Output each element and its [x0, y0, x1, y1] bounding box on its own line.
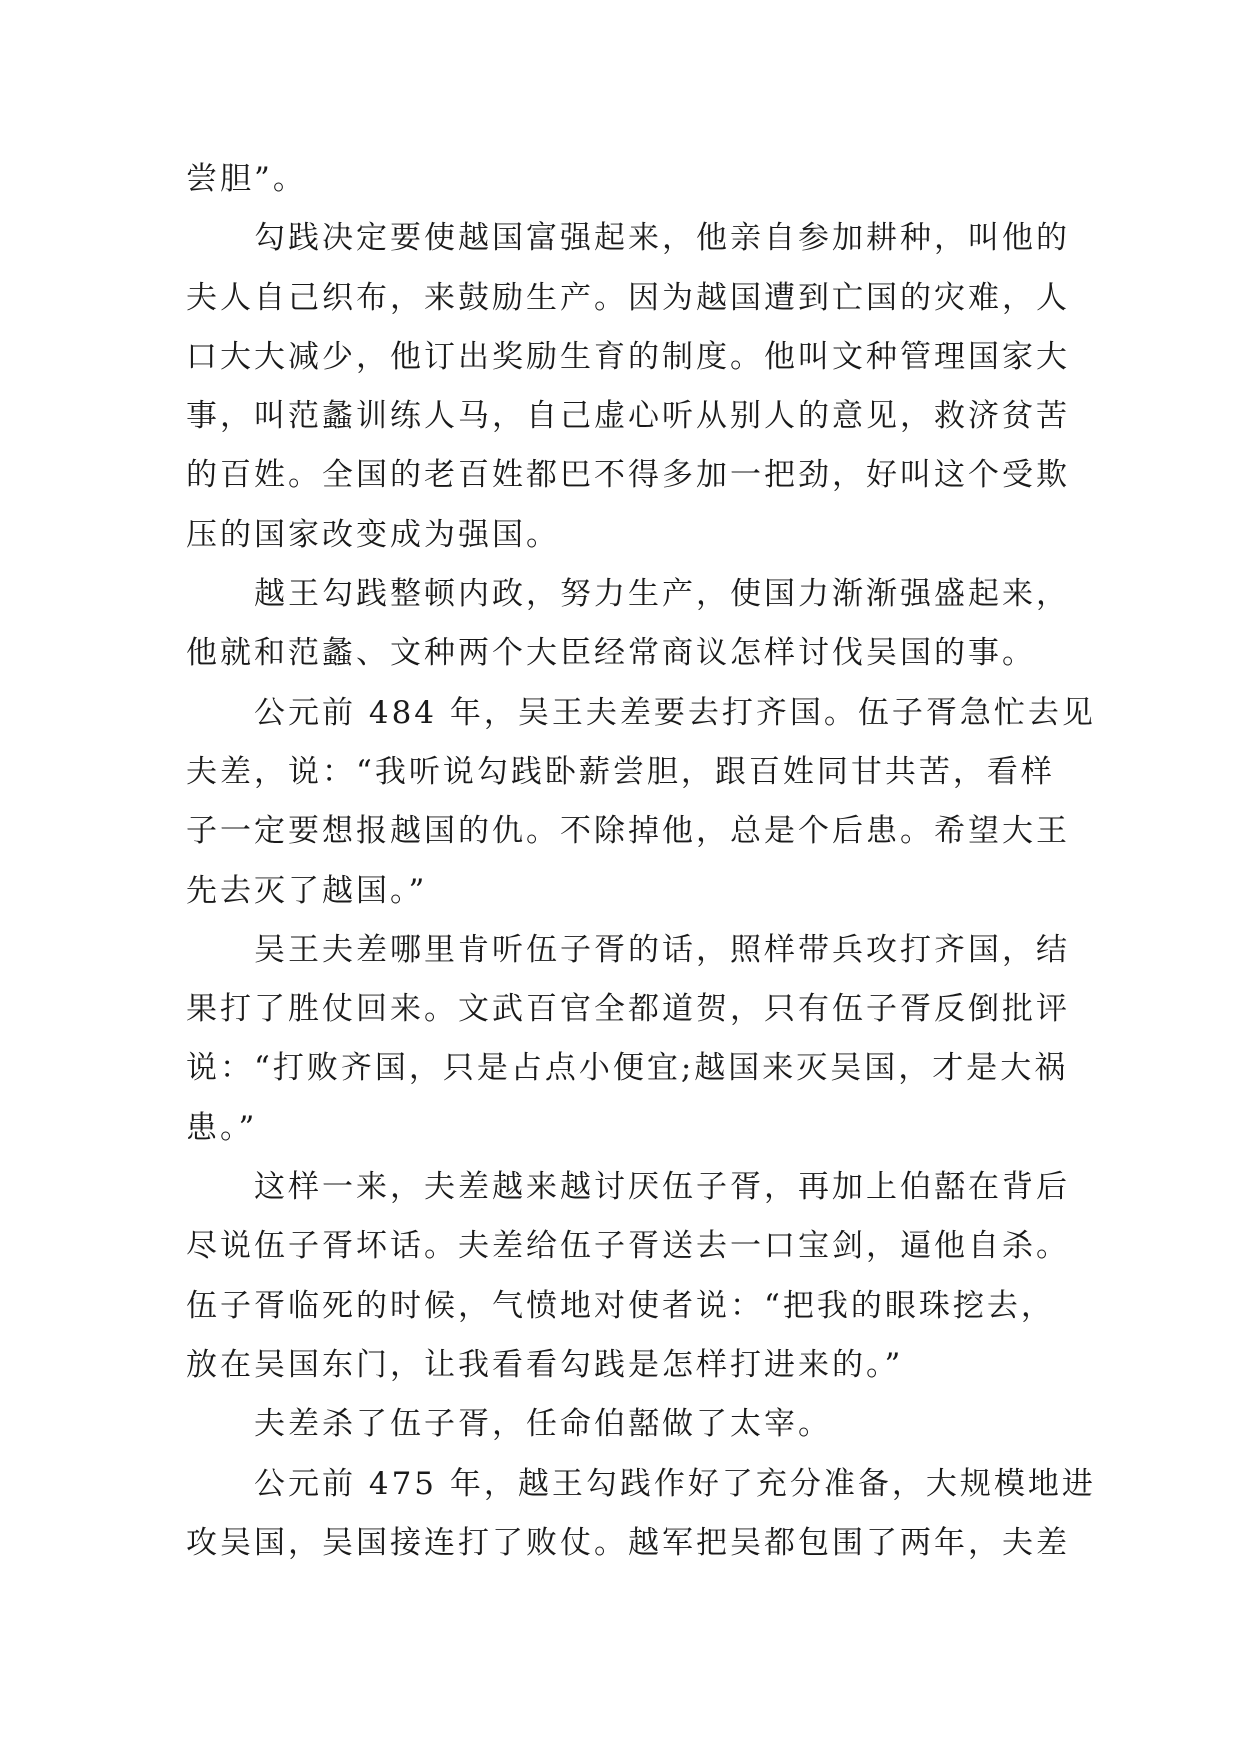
text-line: 压的国家改变成为强国。: [186, 516, 560, 553]
text-line: 公元前 475 年，越王勾践作好了充分准备，大规模地进: [254, 1465, 1096, 1502]
text-line: 夫差，说：“我听说勾践卧薪尝胆，跟百姓同甘共苦，看样: [186, 753, 1055, 790]
text-line: 这样一来，夫差越来越讨厌伍子胥，再加上伯嚭在背后: [254, 1169, 1070, 1206]
text-line: 夫差杀了伍子胥，任命伯嚭做了太宰。: [254, 1406, 832, 1443]
text-line: 夫人自己织布，来鼓励生产。因为越国遭到亡国的灾难，人: [186, 279, 1070, 316]
body-text: [186, 150, 1096, 1573]
text-line: 事，叫范蠡训练人马，自己虚心听从别人的意见，救济贫苦: [186, 398, 1070, 435]
text-line: 尽说伍子胥坏话。夫差给伍子胥送去一口宝剑，逼他自杀。: [186, 1228, 1070, 1265]
text-line: 说：“打败齐国，只是占点小便宜;越国来灭吴国，才是大祸: [186, 1050, 1069, 1087]
text-line: 先去灭了越国。”: [186, 872, 428, 909]
text-line: 他就和范蠡、文种两个大臣经常商议怎样讨伐吴国的事。: [186, 635, 1036, 672]
text-line: 放在吴国东门，让我看看勾践是怎样打进来的。”: [186, 1346, 904, 1383]
text-line: 患。”: [186, 1109, 258, 1146]
text-line: 的百姓。全国的老百姓都巴不得多加一把劲，好叫这个受欺: [186, 457, 1070, 494]
text-line: 勾践决定要使越国富强起来，他亲自参加耕种，叫他的: [254, 220, 1070, 257]
text-line: 公元前 484 年，吴王夫差要去打齐国。伍子胥急忙去见: [254, 694, 1096, 731]
text-line: 伍子胥临死的时候，气愤地对使者说：“把我的眼珠挖去，: [186, 1287, 1055, 1324]
text-line: 子一定要想报越国的仇。不除掉他，总是个后患。希望大王: [186, 813, 1070, 850]
text-line: 越王勾践整顿内政，努力生产，使国力渐渐强盛起来，: [254, 576, 1070, 613]
text-line: 攻吴国，吴国接连打了败仗。越军把吴都包围了两年，夫差: [186, 1524, 1070, 1561]
text-line: 尝胆”。: [186, 161, 307, 197]
text-line: 吴王夫差哪里肯听伍子胥的话，照样带兵攻打齐国，结: [254, 931, 1070, 968]
text-line: 果打了胜仗回来。文武百官全都道贺，只有伍子胥反倒批评: [186, 991, 1070, 1028]
text-line: 口大大减少，他订出奖励生育的制度。他叫文种管理国家大: [186, 338, 1070, 375]
